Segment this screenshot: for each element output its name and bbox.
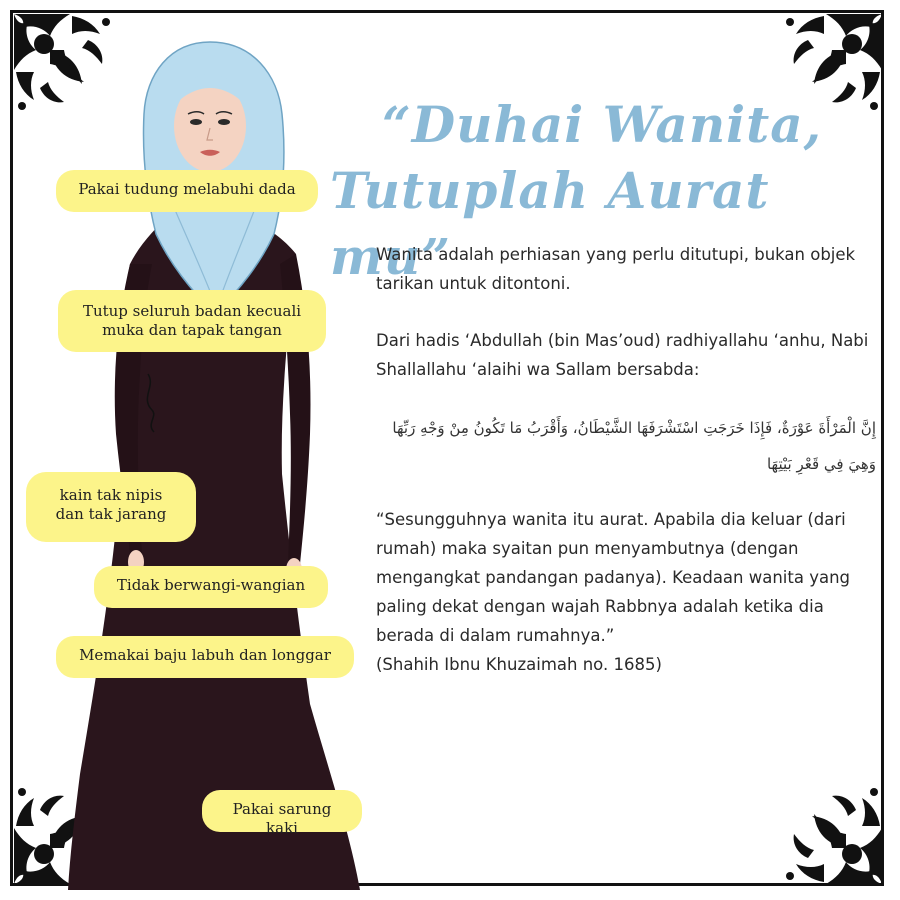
label-sarung-text: Pakai sarung kaki	[232, 800, 332, 837]
label-baju	[56, 636, 354, 678]
label-sarung	[202, 790, 362, 837]
hadith-intro-text: Dari hadis ‘Abdullah (bin Mas’oud) radhiyallahu ‘anhu, Nabi Shallallahu ‘alaihi wa Sallam bersabda:	[376, 331, 869, 379]
label-tutup-badan	[58, 290, 326, 352]
label-tutup-line-2: muka dan tapak tangan	[102, 321, 282, 339]
label-kain	[26, 472, 196, 542]
intro-text: Wanita adalah perhiasan yang perlu ditutupi, bukan objek tarikan untuk ditontoni.	[376, 245, 856, 293]
corner-ornament-icon	[766, 768, 886, 888]
label-tudung-text: Pakai tudung melabuhi dada	[78, 180, 296, 198]
translation-text: “Sesungguhnya wanita itu aurat. Apabila dia keluar (dari rumah) maka syaitan pun menyambutnya (dengan mengangkat pandangan padanya). Keadaan wanita yang paling dekat dengan wajah Rabbnya adalah ketika dia berada di dalam rumahnya.”	[376, 510, 851, 645]
source-citation: (Shahih Ibnu Khuzaimah no. 1685)	[376, 655, 662, 674]
label-kain-line-1: kain tak nipis	[59, 486, 163, 504]
label-wangi-text: Tidak berwangi-wangian	[116, 576, 306, 594]
label-baju-text: Memakai baju labuh dan longgar	[79, 646, 331, 664]
title-line-1: “Duhai Wanita,	[382, 95, 823, 154]
title-line-2: Tutuplah Aurat mu”	[330, 161, 770, 286]
arabic-hadith-text: إِنَّ الْمَرْأَةَ عَوْرَةٌ، فَإِذَا خَرَجَتِ اسْتَشْرَفَهَا الشَّيْطَانُ، وَأَقْرَبُ مَا تَكُونُ مِنْ وَجْهِ رَبِّهَا وَهِيَ فِي قَعْرِ بَيْتِهَا	[392, 419, 876, 473]
hijab-woman-illustration	[60, 14, 360, 894]
label-kain-line-2: dan tak jarang	[55, 505, 167, 523]
label-tudung	[56, 170, 318, 212]
label-tutup-line-1: Tutup seluruh badan kecuali	[82, 302, 302, 320]
label-wangi	[94, 566, 328, 608]
